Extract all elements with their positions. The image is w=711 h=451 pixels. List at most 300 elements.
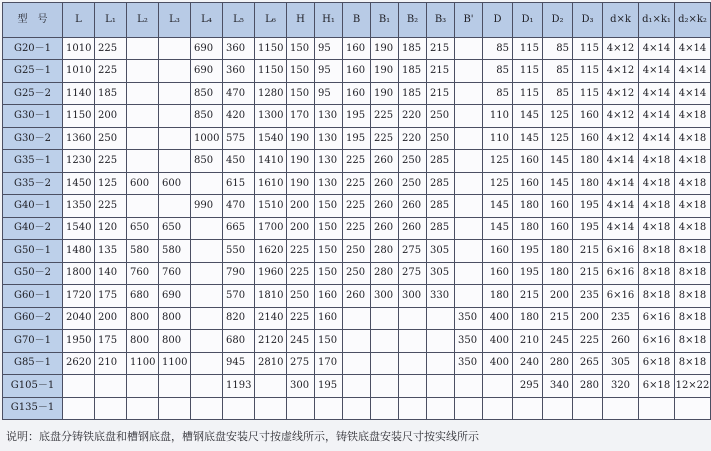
table-cell: 690 xyxy=(191,38,223,60)
table-cell: 260 xyxy=(371,195,399,217)
table-cell: 305 xyxy=(603,352,639,374)
header-dim: D₃ xyxy=(573,3,603,38)
table-cell: 160 xyxy=(513,172,543,194)
table-cell: 340 xyxy=(543,375,573,397)
table-cell: 195 xyxy=(513,240,543,262)
table-cell: 180 xyxy=(543,262,573,284)
table-cell: 4×18 xyxy=(639,217,675,239)
table-cell: 4×12 xyxy=(603,105,639,127)
header-dim: B₂ xyxy=(399,3,427,38)
table-cell: 215 xyxy=(427,60,455,82)
table-cell: 650 xyxy=(127,217,159,239)
table-cell: 575 xyxy=(223,127,255,149)
table-cell: 6×18 xyxy=(639,375,675,397)
table-row xyxy=(3,60,711,82)
table-cell: 200 xyxy=(95,307,127,329)
table-cell: 400 xyxy=(483,352,513,374)
table-cell: 820 xyxy=(223,307,255,329)
header-dim: L₃ xyxy=(159,3,191,38)
table-cell: 250 xyxy=(343,262,371,284)
table-cell: 665 xyxy=(223,217,255,239)
table-cell: 1950 xyxy=(63,330,95,352)
table-cell: 180 xyxy=(573,172,603,194)
table-cell: 140 xyxy=(95,262,127,284)
table-cell: 85 xyxy=(483,38,513,60)
table-cell: 195 xyxy=(573,195,603,217)
table-cell: 190 xyxy=(371,82,399,104)
table-cell: 175 xyxy=(95,330,127,352)
table-cell: 260 xyxy=(603,330,639,352)
table-cell: 4×14 xyxy=(675,60,711,82)
table-cell xyxy=(127,82,159,104)
table-cell: 12×22 xyxy=(675,375,711,397)
table-cell: 680 xyxy=(223,330,255,352)
table-cell: 4×18 xyxy=(675,172,711,194)
table-cell: 150 xyxy=(287,60,315,82)
table-cell xyxy=(159,195,191,217)
table-cell xyxy=(427,330,455,352)
row-model-cell: G105－1 xyxy=(3,375,63,397)
table-row xyxy=(3,172,711,194)
table-cell: 790 xyxy=(223,262,255,284)
header-dim: L₅ xyxy=(223,3,255,38)
table-cell: 135 xyxy=(95,240,127,262)
table-cell xyxy=(455,105,483,127)
table-cell xyxy=(399,352,427,374)
table-cell xyxy=(483,375,513,397)
table-cell: 225 xyxy=(287,240,315,262)
table-cell: 145 xyxy=(543,172,573,194)
table-cell xyxy=(191,262,223,284)
table-cell xyxy=(455,217,483,239)
table-cell: 1800 xyxy=(63,262,95,284)
table-cell: 250 xyxy=(399,150,427,172)
table-cell: 245 xyxy=(287,330,315,352)
table-cell xyxy=(343,375,371,397)
table-cell: 1510 xyxy=(255,195,287,217)
table-cell: 250 xyxy=(427,127,455,149)
table-cell: 260 xyxy=(371,217,399,239)
table-cell xyxy=(513,397,543,420)
table-cell: 275 xyxy=(399,262,427,284)
table-cell: 6×18 xyxy=(639,352,675,374)
table-row xyxy=(3,82,711,104)
table-row xyxy=(3,105,711,127)
table-cell: 400 xyxy=(483,330,513,352)
table-cell: 1150 xyxy=(255,38,287,60)
row-model-cell: G60－1 xyxy=(3,285,63,307)
table-cell: 305 xyxy=(427,240,455,262)
table-cell: 4×18 xyxy=(675,195,711,217)
table-cell: 215 xyxy=(573,240,603,262)
table-cell: 145 xyxy=(513,127,543,149)
table-cell: 4×14 xyxy=(603,172,639,194)
table-cell: 200 xyxy=(287,195,315,217)
table-cell: 150 xyxy=(315,195,343,217)
table-cell: 1700 xyxy=(255,217,287,239)
table-cell: 160 xyxy=(513,150,543,172)
table-cell: 235 xyxy=(573,285,603,307)
table-cell: 200 xyxy=(543,285,573,307)
table-cell: 1140 xyxy=(63,82,95,104)
table-cell xyxy=(399,330,427,352)
table-cell xyxy=(63,397,95,420)
table-cell xyxy=(191,307,223,329)
table-cell: 1350 xyxy=(63,195,95,217)
table-cell: 250 xyxy=(427,105,455,127)
table-cell xyxy=(127,127,159,149)
header-dim: d₂×k₂ xyxy=(675,3,711,38)
table-cell: 225 xyxy=(287,307,315,329)
table-cell: 85 xyxy=(543,60,573,82)
table-cell xyxy=(159,127,191,149)
table-cell: 150 xyxy=(315,240,343,262)
table-cell: 125 xyxy=(95,172,127,194)
table-cell xyxy=(127,38,159,60)
table-cell: 190 xyxy=(371,60,399,82)
table-cell: 1360 xyxy=(63,127,95,149)
table-cell: 4×12 xyxy=(603,60,639,82)
table-cell xyxy=(191,217,223,239)
table-cell xyxy=(191,352,223,374)
table-cell: 8×18 xyxy=(639,285,675,307)
table-cell: 1620 xyxy=(255,240,287,262)
table-cell: 115 xyxy=(573,60,603,82)
row-model-cell: G35－1 xyxy=(3,150,63,172)
table-cell: 6×16 xyxy=(603,285,639,307)
table-cell: 180 xyxy=(513,307,543,329)
table-cell: 4×14 xyxy=(639,127,675,149)
header-dim: d₁×k₁ xyxy=(639,3,675,38)
table-cell: 195 xyxy=(513,262,543,284)
row-model-cell: G35－2 xyxy=(3,172,63,194)
row-model-cell: G85－1 xyxy=(3,352,63,374)
table-cell: 185 xyxy=(95,82,127,104)
table-cell: 1480 xyxy=(63,240,95,262)
table-cell xyxy=(191,285,223,307)
table-cell: 260 xyxy=(343,285,371,307)
table-cell: 175 xyxy=(95,285,127,307)
header-dim: B₁ xyxy=(371,3,399,38)
table-cell: 1720 xyxy=(63,285,95,307)
table-cell: 130 xyxy=(315,150,343,172)
table-cell: 260 xyxy=(371,172,399,194)
table-cell xyxy=(159,82,191,104)
table-cell: 4×14 xyxy=(603,217,639,239)
table-cell: 8×18 xyxy=(675,262,711,284)
table-cell: 280 xyxy=(371,262,399,284)
header-dim: D₂ xyxy=(543,3,573,38)
table-cell xyxy=(159,60,191,82)
table-cell: 130 xyxy=(315,172,343,194)
table-cell: 180 xyxy=(513,217,543,239)
table-cell xyxy=(483,397,513,420)
table-cell: 420 xyxy=(223,105,255,127)
table-row xyxy=(3,397,711,420)
table-cell: 360 xyxy=(223,60,255,82)
table-cell: 4×18 xyxy=(639,172,675,194)
table-cell: 760 xyxy=(127,262,159,284)
table-cell: 115 xyxy=(513,38,543,60)
table-cell xyxy=(371,352,399,374)
table-cell: 225 xyxy=(343,195,371,217)
table-cell: 285 xyxy=(427,150,455,172)
table-row xyxy=(3,375,711,397)
table-cell: 6×16 xyxy=(639,307,675,329)
table-cell xyxy=(427,352,455,374)
table-cell: 945 xyxy=(223,352,255,374)
table-cell: 990 xyxy=(191,195,223,217)
table-cell: 1000 xyxy=(191,127,223,149)
table-cell: 195 xyxy=(343,105,371,127)
table-cell: 250 xyxy=(287,285,315,307)
table-cell: 1010 xyxy=(63,38,95,60)
table-cell: 4×18 xyxy=(675,217,711,239)
table-cell: 1280 xyxy=(255,82,287,104)
table-cell: 145 xyxy=(543,150,573,172)
table-cell: 4×12 xyxy=(603,82,639,104)
table-cell: 1010 xyxy=(63,60,95,82)
table-cell: 130 xyxy=(315,105,343,127)
header-dim: d×k xyxy=(603,3,639,38)
table-cell: 300 xyxy=(371,285,399,307)
table-cell: 280 xyxy=(543,352,573,374)
table-cell: 190 xyxy=(287,172,315,194)
table-cell: 180 xyxy=(513,195,543,217)
table-cell xyxy=(343,330,371,352)
table-cell: 760 xyxy=(159,262,191,284)
header-dim: L₆ xyxy=(255,3,287,38)
table-cell: 450 xyxy=(223,150,255,172)
row-model-cell: G20－1 xyxy=(3,38,63,60)
table-row xyxy=(3,262,711,284)
table-cell: 280 xyxy=(371,240,399,262)
table-cell: 8×18 xyxy=(639,240,675,262)
table-cell: 800 xyxy=(127,307,159,329)
table-cell: 195 xyxy=(315,375,343,397)
header-dim: B₃ xyxy=(427,3,455,38)
table-row xyxy=(3,195,711,217)
table-cell: 185 xyxy=(399,60,427,82)
table-cell xyxy=(455,375,483,397)
table-cell xyxy=(399,375,427,397)
row-model-cell: G40－2 xyxy=(3,217,63,239)
table-cell: 600 xyxy=(127,172,159,194)
table-cell: 225 xyxy=(95,60,127,82)
table-row xyxy=(3,330,711,352)
table-cell: 225 xyxy=(343,172,371,194)
table-cell: 280 xyxy=(573,375,603,397)
row-model-cell: G40－1 xyxy=(3,195,63,217)
table-row xyxy=(3,352,711,374)
table-cell xyxy=(639,397,675,420)
table-cell: 1540 xyxy=(255,127,287,149)
table-cell: 1960 xyxy=(255,262,287,284)
header-dim: H₁ xyxy=(315,3,343,38)
table-cell: 125 xyxy=(543,105,573,127)
table-row xyxy=(3,127,711,149)
header-dim: B' xyxy=(455,3,483,38)
table-cell: 200 xyxy=(287,217,315,239)
table-cell: 2620 xyxy=(63,352,95,374)
table-cell: 170 xyxy=(287,105,315,127)
header-dim: D xyxy=(483,3,513,38)
table-cell: 285 xyxy=(427,172,455,194)
table-cell: 2120 xyxy=(255,330,287,352)
row-model-cell: G30－2 xyxy=(3,127,63,149)
row-model-cell: G50－1 xyxy=(3,240,63,262)
table-cell: 8×18 xyxy=(675,307,711,329)
table-cell xyxy=(343,352,371,374)
table-cell: 470 xyxy=(223,195,255,217)
table-cell: 150 xyxy=(287,82,315,104)
table-cell: 225 xyxy=(371,127,399,149)
table-cell: 850 xyxy=(191,82,223,104)
table-cell: 215 xyxy=(573,262,603,284)
table-cell xyxy=(455,240,483,262)
table-cell: 1100 xyxy=(127,352,159,374)
table-cell: 570 xyxy=(223,285,255,307)
table-cell: 2040 xyxy=(63,307,95,329)
table-cell xyxy=(455,397,483,420)
table-cell: 160 xyxy=(343,38,371,60)
table-cell: 245 xyxy=(543,330,573,352)
table-cell: 145 xyxy=(483,217,513,239)
table-cell: 160 xyxy=(543,195,573,217)
table-cell: 225 xyxy=(95,38,127,60)
table-cell: 160 xyxy=(483,240,513,262)
header-dim: D₁ xyxy=(513,3,543,38)
table-cell: 180 xyxy=(573,150,603,172)
header-model: 型 号 xyxy=(3,3,63,38)
table-cell: 285 xyxy=(427,217,455,239)
table-cell: 8×18 xyxy=(675,285,711,307)
table-cell: 8×18 xyxy=(675,240,711,262)
table-cell xyxy=(159,397,191,420)
table-cell xyxy=(371,397,399,420)
table-cell: 170 xyxy=(315,352,343,374)
table-cell: 1300 xyxy=(255,105,287,127)
table-cell: 800 xyxy=(159,307,191,329)
table-cell: 250 xyxy=(343,240,371,262)
row-model-cell: G25－2 xyxy=(3,82,63,104)
table-cell: 150 xyxy=(315,262,343,284)
table-cell: 195 xyxy=(573,217,603,239)
table-cell: 150 xyxy=(315,330,343,352)
table-cell: 275 xyxy=(287,352,315,374)
table-cell: 4×12 xyxy=(603,127,639,149)
table-cell: 320 xyxy=(603,375,639,397)
table-cell: 6×16 xyxy=(639,330,675,352)
row-model-cell: G135－1 xyxy=(3,397,63,420)
table-cell: 160 xyxy=(343,82,371,104)
table-cell xyxy=(127,150,159,172)
table-cell xyxy=(399,307,427,329)
table-row xyxy=(3,307,711,329)
table-cell: 240 xyxy=(513,352,543,374)
table-cell: 225 xyxy=(343,217,371,239)
table-cell xyxy=(191,330,223,352)
row-model-cell: G25－1 xyxy=(3,60,63,82)
table-cell: 225 xyxy=(573,330,603,352)
table-cell: 225 xyxy=(343,150,371,172)
pump-dimension-table xyxy=(2,2,711,420)
table-cell xyxy=(543,397,573,420)
table-cell: 580 xyxy=(159,240,191,262)
table-cell: 225 xyxy=(95,195,127,217)
table-cell xyxy=(371,330,399,352)
table-cell: 190 xyxy=(371,38,399,60)
table-row xyxy=(3,150,711,172)
table-row xyxy=(3,38,711,60)
table-cell: 160 xyxy=(483,262,513,284)
table-cell: 260 xyxy=(399,195,427,217)
table-cell: 95 xyxy=(315,60,343,82)
table-cell xyxy=(603,397,639,420)
header-row xyxy=(3,3,711,38)
table-cell: 215 xyxy=(513,285,543,307)
table-cell: 8×18 xyxy=(675,352,711,374)
table-cell xyxy=(127,105,159,127)
table-cell: 4×18 xyxy=(639,150,675,172)
row-model-cell: G50－2 xyxy=(3,262,63,284)
table-cell: 8×18 xyxy=(639,262,675,284)
table-cell xyxy=(95,397,127,420)
table-row xyxy=(3,217,711,239)
table-row xyxy=(3,285,711,307)
table-cell xyxy=(127,397,159,420)
table-cell: 4×14 xyxy=(639,38,675,60)
table-cell: 180 xyxy=(483,285,513,307)
table-cell: 250 xyxy=(95,127,127,149)
table-cell: 1410 xyxy=(255,150,287,172)
table-cell: 215 xyxy=(427,38,455,60)
table-cell: 120 xyxy=(95,217,127,239)
table-cell: 115 xyxy=(573,82,603,104)
table-cell xyxy=(455,38,483,60)
table-cell: 85 xyxy=(483,60,513,82)
table-cell: 260 xyxy=(399,217,427,239)
table-cell xyxy=(455,127,483,149)
table-cell: 110 xyxy=(483,105,513,127)
table-cell: 145 xyxy=(513,105,543,127)
table-cell xyxy=(159,105,191,127)
table-cell: 295 xyxy=(513,375,543,397)
table-cell xyxy=(127,60,159,82)
table-cell: 6×16 xyxy=(603,240,639,262)
table-cell: 350 xyxy=(455,307,483,329)
table-cell: 800 xyxy=(159,330,191,352)
table-cell: 210 xyxy=(95,352,127,374)
table-cell: 125 xyxy=(543,127,573,149)
table-cell: 200 xyxy=(573,307,603,329)
table-cell xyxy=(455,285,483,307)
table-cell: 225 xyxy=(371,105,399,127)
table-cell: 650 xyxy=(159,217,191,239)
table-cell: 300 xyxy=(287,375,315,397)
table-cell xyxy=(343,397,371,420)
table-cell: 690 xyxy=(159,285,191,307)
table-cell: 615 xyxy=(223,172,255,194)
table-cell: 4×18 xyxy=(639,195,675,217)
table-cell: 250 xyxy=(399,172,427,194)
table-cell xyxy=(191,172,223,194)
table-cell: 4×14 xyxy=(603,195,639,217)
table-cell: 330 xyxy=(427,285,455,307)
table-cell: 4×14 xyxy=(603,150,639,172)
table-cell: 215 xyxy=(543,307,573,329)
table-cell: 1100 xyxy=(159,352,191,374)
